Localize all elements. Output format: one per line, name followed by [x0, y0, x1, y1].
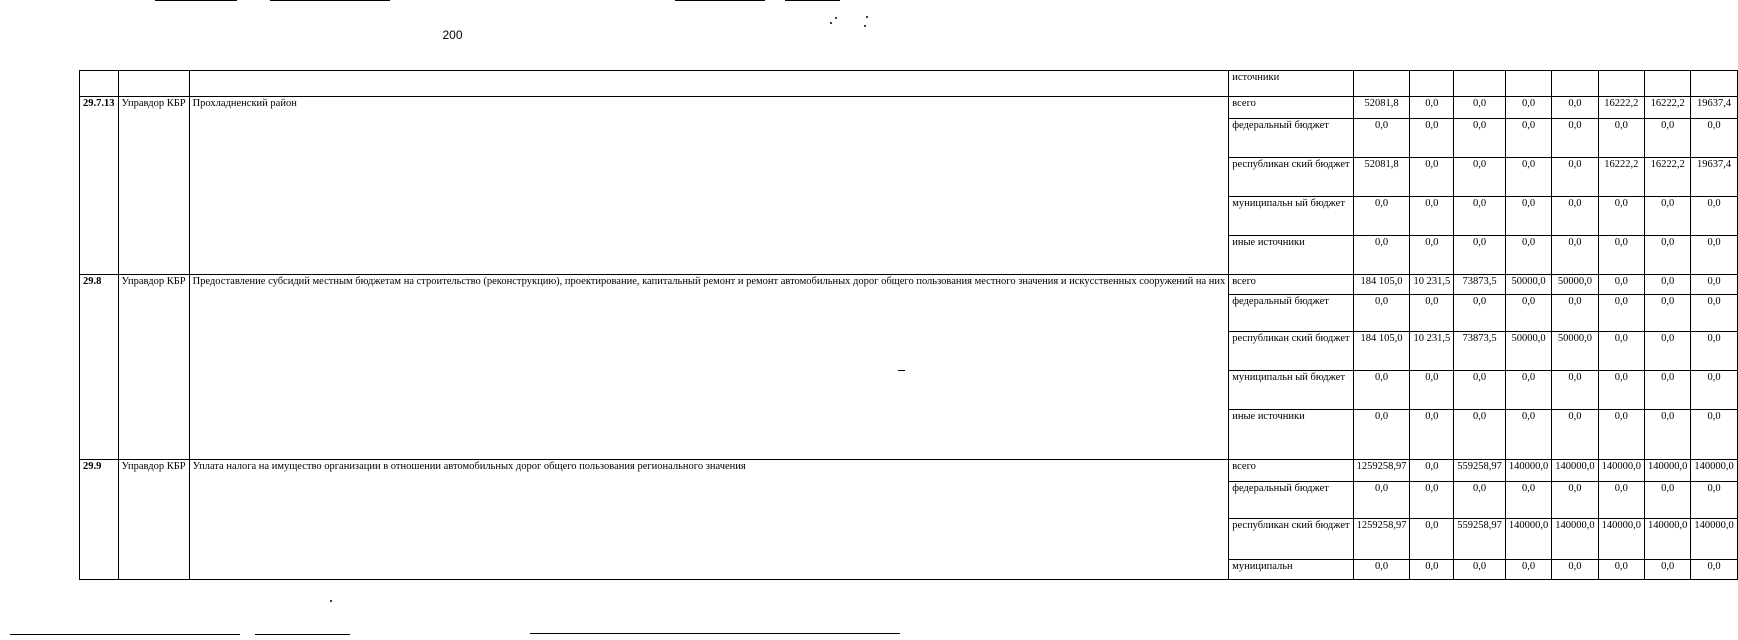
- value-cell: 50000,0: [1505, 332, 1551, 371]
- value-cell: 0,0: [1691, 332, 1737, 371]
- value-cell: 140000,0: [1552, 460, 1598, 482]
- code-cell: [80, 71, 119, 97]
- executor-cell: [118, 71, 189, 97]
- value-cell: 0,0: [1552, 236, 1598, 275]
- section-name: Уплата налога на имущество организации в отношении автомобильных дорог общего пользования регионального значения: [189, 460, 1229, 580]
- value-cell: 0,0: [1598, 332, 1644, 371]
- value-cell: 0,0: [1691, 371, 1737, 410]
- value-cell: 0,0: [1598, 371, 1644, 410]
- value-cell: 0,0: [1454, 158, 1506, 197]
- value-cell: 0,0: [1691, 197, 1737, 236]
- value-cell: 0,0: [1644, 119, 1690, 158]
- scan-dot: [330, 600, 332, 602]
- value-cell: 0,0: [1644, 275, 1690, 295]
- value-cell: [1353, 71, 1410, 97]
- source-label: источники: [1229, 71, 1353, 97]
- value-cell: 0,0: [1644, 410, 1690, 460]
- section-code: 29.8: [80, 275, 119, 460]
- value-cell: 0,0: [1410, 119, 1454, 158]
- section-executor: Управдор КБР: [118, 97, 189, 275]
- value-cell: 0,0: [1454, 410, 1506, 460]
- value-cell: 0,0: [1691, 236, 1737, 275]
- value-cell: 140000,0: [1598, 460, 1644, 482]
- value-cell: 0,0: [1410, 236, 1454, 275]
- value-cell: 0,0: [1353, 236, 1410, 275]
- scan-line: [255, 634, 350, 635]
- name-cell: [189, 71, 1229, 97]
- value-cell: 0,0: [1505, 97, 1551, 119]
- value-cell: 0,0: [1598, 197, 1644, 236]
- value-cell: 50000,0: [1505, 275, 1551, 295]
- value-cell: 0,0: [1598, 410, 1644, 460]
- value-cell: 0,0: [1598, 119, 1644, 158]
- table-row: [80, 275, 1738, 295]
- value-cell: 0,0: [1691, 410, 1737, 460]
- scan-dot: [830, 22, 832, 24]
- source-label: муниципальн ый бюджет: [1229, 197, 1353, 236]
- value-cell: 0,0: [1353, 410, 1410, 460]
- value-cell: 0,0: [1598, 275, 1644, 295]
- value-cell: 0,0: [1598, 560, 1644, 580]
- value-cell: 0,0: [1552, 482, 1598, 519]
- table-row: [80, 460, 1738, 482]
- value-cell: 10 231,5: [1410, 275, 1454, 295]
- scan-line: [270, 0, 390, 1]
- value-cell: 0,0: [1598, 236, 1644, 275]
- value-cell: 0,0: [1454, 295, 1506, 332]
- value-cell: 0,0: [1552, 371, 1598, 410]
- value-cell: [1410, 71, 1454, 97]
- section-name: Прохладненский район: [189, 97, 1229, 275]
- value-cell: 0,0: [1644, 560, 1690, 580]
- value-cell: 0,0: [1644, 482, 1690, 519]
- table-row: [80, 97, 1738, 119]
- value-cell: 0,0: [1691, 482, 1737, 519]
- value-cell: 0,0: [1410, 560, 1454, 580]
- source-label: всего: [1229, 97, 1353, 119]
- value-cell: 0,0: [1454, 371, 1506, 410]
- source-label: иные источники: [1229, 236, 1353, 275]
- value-cell: 0,0: [1410, 371, 1454, 410]
- value-cell: 0,0: [1353, 119, 1410, 158]
- budget-table: [79, 70, 1738, 580]
- value-cell: 0,0: [1552, 410, 1598, 460]
- value-cell: 0,0: [1505, 158, 1551, 197]
- value-cell: 0,0: [1505, 295, 1551, 332]
- value-cell: 0,0: [1353, 295, 1410, 332]
- value-cell: 0,0: [1353, 560, 1410, 580]
- source-label: республикан ский бюджет: [1229, 332, 1353, 371]
- value-cell: 0,0: [1505, 236, 1551, 275]
- value-cell: 140000,0: [1505, 519, 1551, 560]
- value-cell: 0,0: [1410, 197, 1454, 236]
- value-cell: 1259258,97: [1353, 460, 1410, 482]
- value-cell: 0,0: [1454, 482, 1506, 519]
- value-cell: 0,0: [1454, 236, 1506, 275]
- value-cell: 0,0: [1454, 119, 1506, 158]
- scan-line: [10, 634, 240, 635]
- value-cell: 0,0: [1410, 410, 1454, 460]
- value-cell: 0,0: [1505, 482, 1551, 519]
- value-cell: 184 105,0: [1353, 275, 1410, 295]
- value-cell: 0,0: [1505, 410, 1551, 460]
- value-cell: 0,0: [1691, 119, 1737, 158]
- value-cell: 73873,5: [1454, 332, 1506, 371]
- value-cell: 52081,8: [1353, 158, 1410, 197]
- value-cell: 184 105,0: [1353, 332, 1410, 371]
- table-body: [80, 71, 1738, 580]
- value-cell: 0,0: [1454, 560, 1506, 580]
- source-label: муниципальн: [1229, 560, 1353, 580]
- value-cell: 19637,4: [1691, 158, 1737, 197]
- section-name: Предоставление субсидий местным бюджетам на строительство (реконструкцию), проектирование, капитальный ремонт и ремонт автомобильных дорог общего пользования местного значения и искусственных сооружений на них: [189, 275, 1229, 460]
- value-cell: 10 231,5: [1410, 332, 1454, 371]
- value-cell: 0,0: [1353, 482, 1410, 519]
- value-cell: 0,0: [1505, 119, 1551, 158]
- source-label: всего: [1229, 460, 1353, 482]
- value-cell: 140000,0: [1505, 460, 1551, 482]
- value-cell: 140000,0: [1691, 519, 1737, 560]
- value-cell: 559258,97: [1454, 519, 1506, 560]
- value-cell: 0,0: [1454, 197, 1506, 236]
- value-cell: [1505, 71, 1551, 97]
- value-cell: [1691, 71, 1737, 97]
- value-cell: 16222,2: [1598, 158, 1644, 197]
- scan-dot: [835, 17, 837, 19]
- value-cell: 0,0: [1410, 460, 1454, 482]
- value-cell: 1259258,97: [1353, 519, 1410, 560]
- value-cell: 0,0: [1552, 158, 1598, 197]
- value-cell: 140000,0: [1691, 460, 1737, 482]
- value-cell: 52081,8: [1353, 97, 1410, 119]
- value-cell: 0,0: [1505, 197, 1551, 236]
- value-cell: [1454, 71, 1506, 97]
- value-cell: 140000,0: [1598, 519, 1644, 560]
- value-cell: 0,0: [1505, 560, 1551, 580]
- value-cell: 0,0: [1691, 560, 1737, 580]
- value-cell: 0,0: [1552, 560, 1598, 580]
- value-cell: 0,0: [1644, 295, 1690, 332]
- value-cell: 0,0: [1353, 371, 1410, 410]
- section-code: 29.9: [80, 460, 119, 580]
- value-cell: 16222,2: [1598, 97, 1644, 119]
- value-cell: 0,0: [1454, 97, 1506, 119]
- value-cell: 0,0: [1598, 295, 1644, 332]
- value-cell: 50000,0: [1552, 332, 1598, 371]
- value-cell: 0,0: [1691, 295, 1737, 332]
- source-label: всего: [1229, 275, 1353, 295]
- value-cell: 559258,97: [1454, 460, 1506, 482]
- section-executor: Управдор КБР: [118, 275, 189, 460]
- value-cell: 0,0: [1410, 295, 1454, 332]
- value-cell: [1552, 71, 1598, 97]
- value-cell: 0,0: [1552, 197, 1598, 236]
- value-cell: 19637,4: [1691, 97, 1737, 119]
- value-cell: 50000,0: [1552, 275, 1598, 295]
- value-cell: 140000,0: [1552, 519, 1598, 560]
- value-cell: 0,0: [1552, 295, 1598, 332]
- value-cell: 0,0: [1691, 275, 1737, 295]
- value-cell: 0,0: [1353, 197, 1410, 236]
- section-code: 29.7.13: [80, 97, 119, 275]
- source-label: республикан ский бюджет: [1229, 158, 1353, 197]
- page-number: 200: [442, 28, 463, 42]
- source-label: федеральный бюджет: [1229, 295, 1353, 332]
- value-cell: 73873,5: [1454, 275, 1506, 295]
- value-cell: 140000,0: [1644, 460, 1690, 482]
- scan-line: [785, 0, 840, 1]
- source-label: федеральный бюджет: [1229, 482, 1353, 519]
- scan-line: [675, 0, 765, 1]
- value-cell: 0,0: [1410, 158, 1454, 197]
- scan-dot: [866, 16, 868, 18]
- value-cell: 0,0: [1410, 482, 1454, 519]
- value-cell: 0,0: [1644, 197, 1690, 236]
- value-cell: 0,0: [1552, 119, 1598, 158]
- source-label: федеральный бюджет: [1229, 119, 1353, 158]
- source-label: республикан ский бюджет: [1229, 519, 1353, 560]
- value-cell: 0,0: [1505, 371, 1551, 410]
- value-cell: 0,0: [1644, 332, 1690, 371]
- scan-line: [155, 0, 237, 1]
- value-cell: 16222,2: [1644, 158, 1690, 197]
- value-cell: [1644, 71, 1690, 97]
- section-executor: Управдор КБР: [118, 460, 189, 580]
- scan-dot: [864, 25, 866, 27]
- value-cell: [1598, 71, 1644, 97]
- value-cell: 0,0: [1598, 482, 1644, 519]
- value-cell: 0,0: [1644, 371, 1690, 410]
- value-cell: 0,0: [1410, 519, 1454, 560]
- value-cell: 0,0: [1552, 97, 1598, 119]
- source-label: иные источники: [1229, 410, 1353, 460]
- value-cell: 0,0: [1410, 97, 1454, 119]
- value-cell: 16222,2: [1644, 97, 1690, 119]
- value-cell: 0,0: [1644, 236, 1690, 275]
- source-label: муниципальн ый бюджет: [1229, 371, 1353, 410]
- value-cell: 140000,0: [1644, 519, 1690, 560]
- scan-line: [530, 633, 900, 634]
- table-row: [80, 71, 1738, 97]
